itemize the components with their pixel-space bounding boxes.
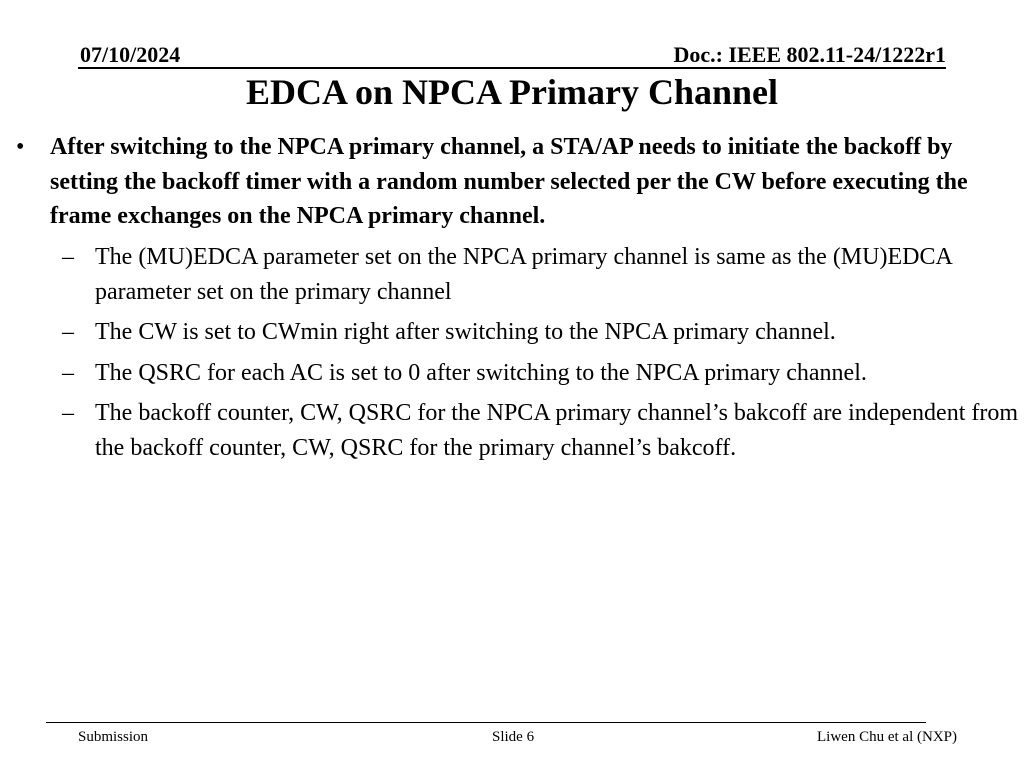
- main-bullet: [16, 130, 1000, 234]
- header-divider: [78, 67, 946, 69]
- sub-bullet: [62, 240, 1020, 309]
- sub-bullet-text: The CW is set to CWmin right after switching to the NPCA primary channel.: [95, 319, 836, 345]
- dash-marker: –: [62, 400, 74, 426]
- main-bullet-text: After switching to the NPCA primary channel, a STA/AP needs to initiate the backoff by setting the backoff timer with a random number selected per the CW before executing the frame exchanges on the NPCA primary channel.: [50, 134, 968, 229]
- footer-submission: Submission: [78, 729, 149, 745]
- dash-marker: –: [62, 359, 74, 386]
- slide-title: EDCA on NPCA Primary Channel: [245, 72, 779, 112]
- footer-slide-number: Slide 6: [492, 729, 535, 745]
- dash-marker: –: [62, 244, 74, 270]
- sub-bullet-text: The (MU)EDCA parameter set on the NPCA primary channel is same as the (MU)EDCA parameter set on the primary channel: [95, 244, 952, 305]
- sub-bullet: [62, 315, 1020, 350]
- footer-author: Liwen Chu et al (NXP): [817, 729, 957, 745]
- sub-bullet-text: The QSRC for each AC is set to 0 after switching to the NPCA primary channel.: [95, 359, 867, 386]
- sub-bullet: [62, 356, 1020, 391]
- footer-divider: [46, 722, 926, 723]
- sub-bullet-text: The backoff counter, CW, QSRC for the NPCA primary channel’s bakcoff are independent from the backoff counter, CW, QSRC for the primary channel’s bakcoff.: [95, 400, 1019, 461]
- dash-marker: –: [62, 319, 74, 345]
- bullet-marker: •: [16, 134, 25, 160]
- header-date: 07/10/2024: [80, 42, 181, 67]
- sub-bullet: [62, 396, 1020, 465]
- header-doc-number: Doc.: IEEE 802.11-24/1222r1: [673, 42, 946, 67]
- sub-bullet-list: [0, 240, 1024, 471]
